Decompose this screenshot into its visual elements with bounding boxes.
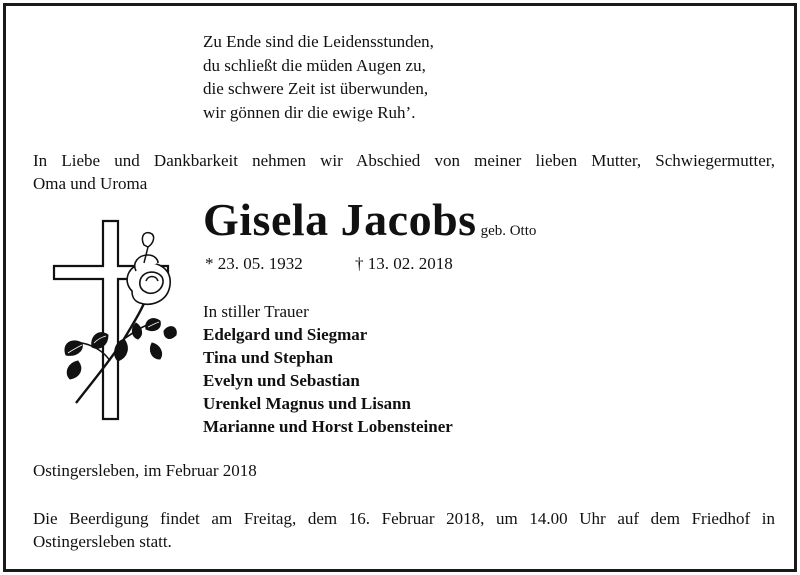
cross-with-rose-icon [48, 211, 178, 426]
poem-line: du schließt die müden Augen zu, [203, 55, 426, 75]
mourner-name: Edelgard und Siegmar [203, 325, 368, 344]
mourner-name: Marianne und Horst Lobensteiner [203, 417, 453, 436]
mourner-name: Urenkel Magnus und Lisann [203, 394, 412, 413]
place-date: Ostingersleben, im Februar 2018 [33, 461, 257, 480]
life-dates [205, 254, 453, 274]
poem-line: Zu Ende sind die Leidensstunden, [203, 32, 434, 51]
intro-text [33, 149, 775, 195]
mourner-name: Evelyn und Sebastian [203, 371, 360, 390]
funeral-notice [33, 507, 775, 553]
funeral-line: Die Beerdigung findet am Freitag, dem 16. Februar 2018, um 14.00 Uhr auf dem Friedhof in [33, 509, 775, 528]
mourner-name: Tina und Stephan [203, 348, 334, 367]
birth-date: * 23. 05. 1932 [205, 254, 303, 273]
deceased-name-row [203, 194, 536, 246]
birth-name: geb. Otto [480, 223, 537, 239]
funeral-line: Ostingersleben statt. [33, 532, 172, 551]
deceased-name: Gisela Jacobs [203, 194, 477, 245]
obituary-notice [3, 3, 797, 572]
poem [203, 30, 434, 124]
poem-line: wir gönnen dir die ewige Ruh’. [203, 102, 416, 122]
mourners-list [203, 300, 453, 438]
death-date: † 13. 02. 2018 [355, 254, 453, 273]
intro-line: Oma und Uroma [33, 174, 148, 193]
intro-line: In Liebe und Dankbarkeit nehmen wir Abschied von meiner lieben Mutter, Schwiegermutter, [33, 151, 775, 170]
poem-line: die schwere Zeit ist überwunden, [203, 79, 429, 98]
mourners-heading: In stiller Trauer [203, 302, 309, 321]
